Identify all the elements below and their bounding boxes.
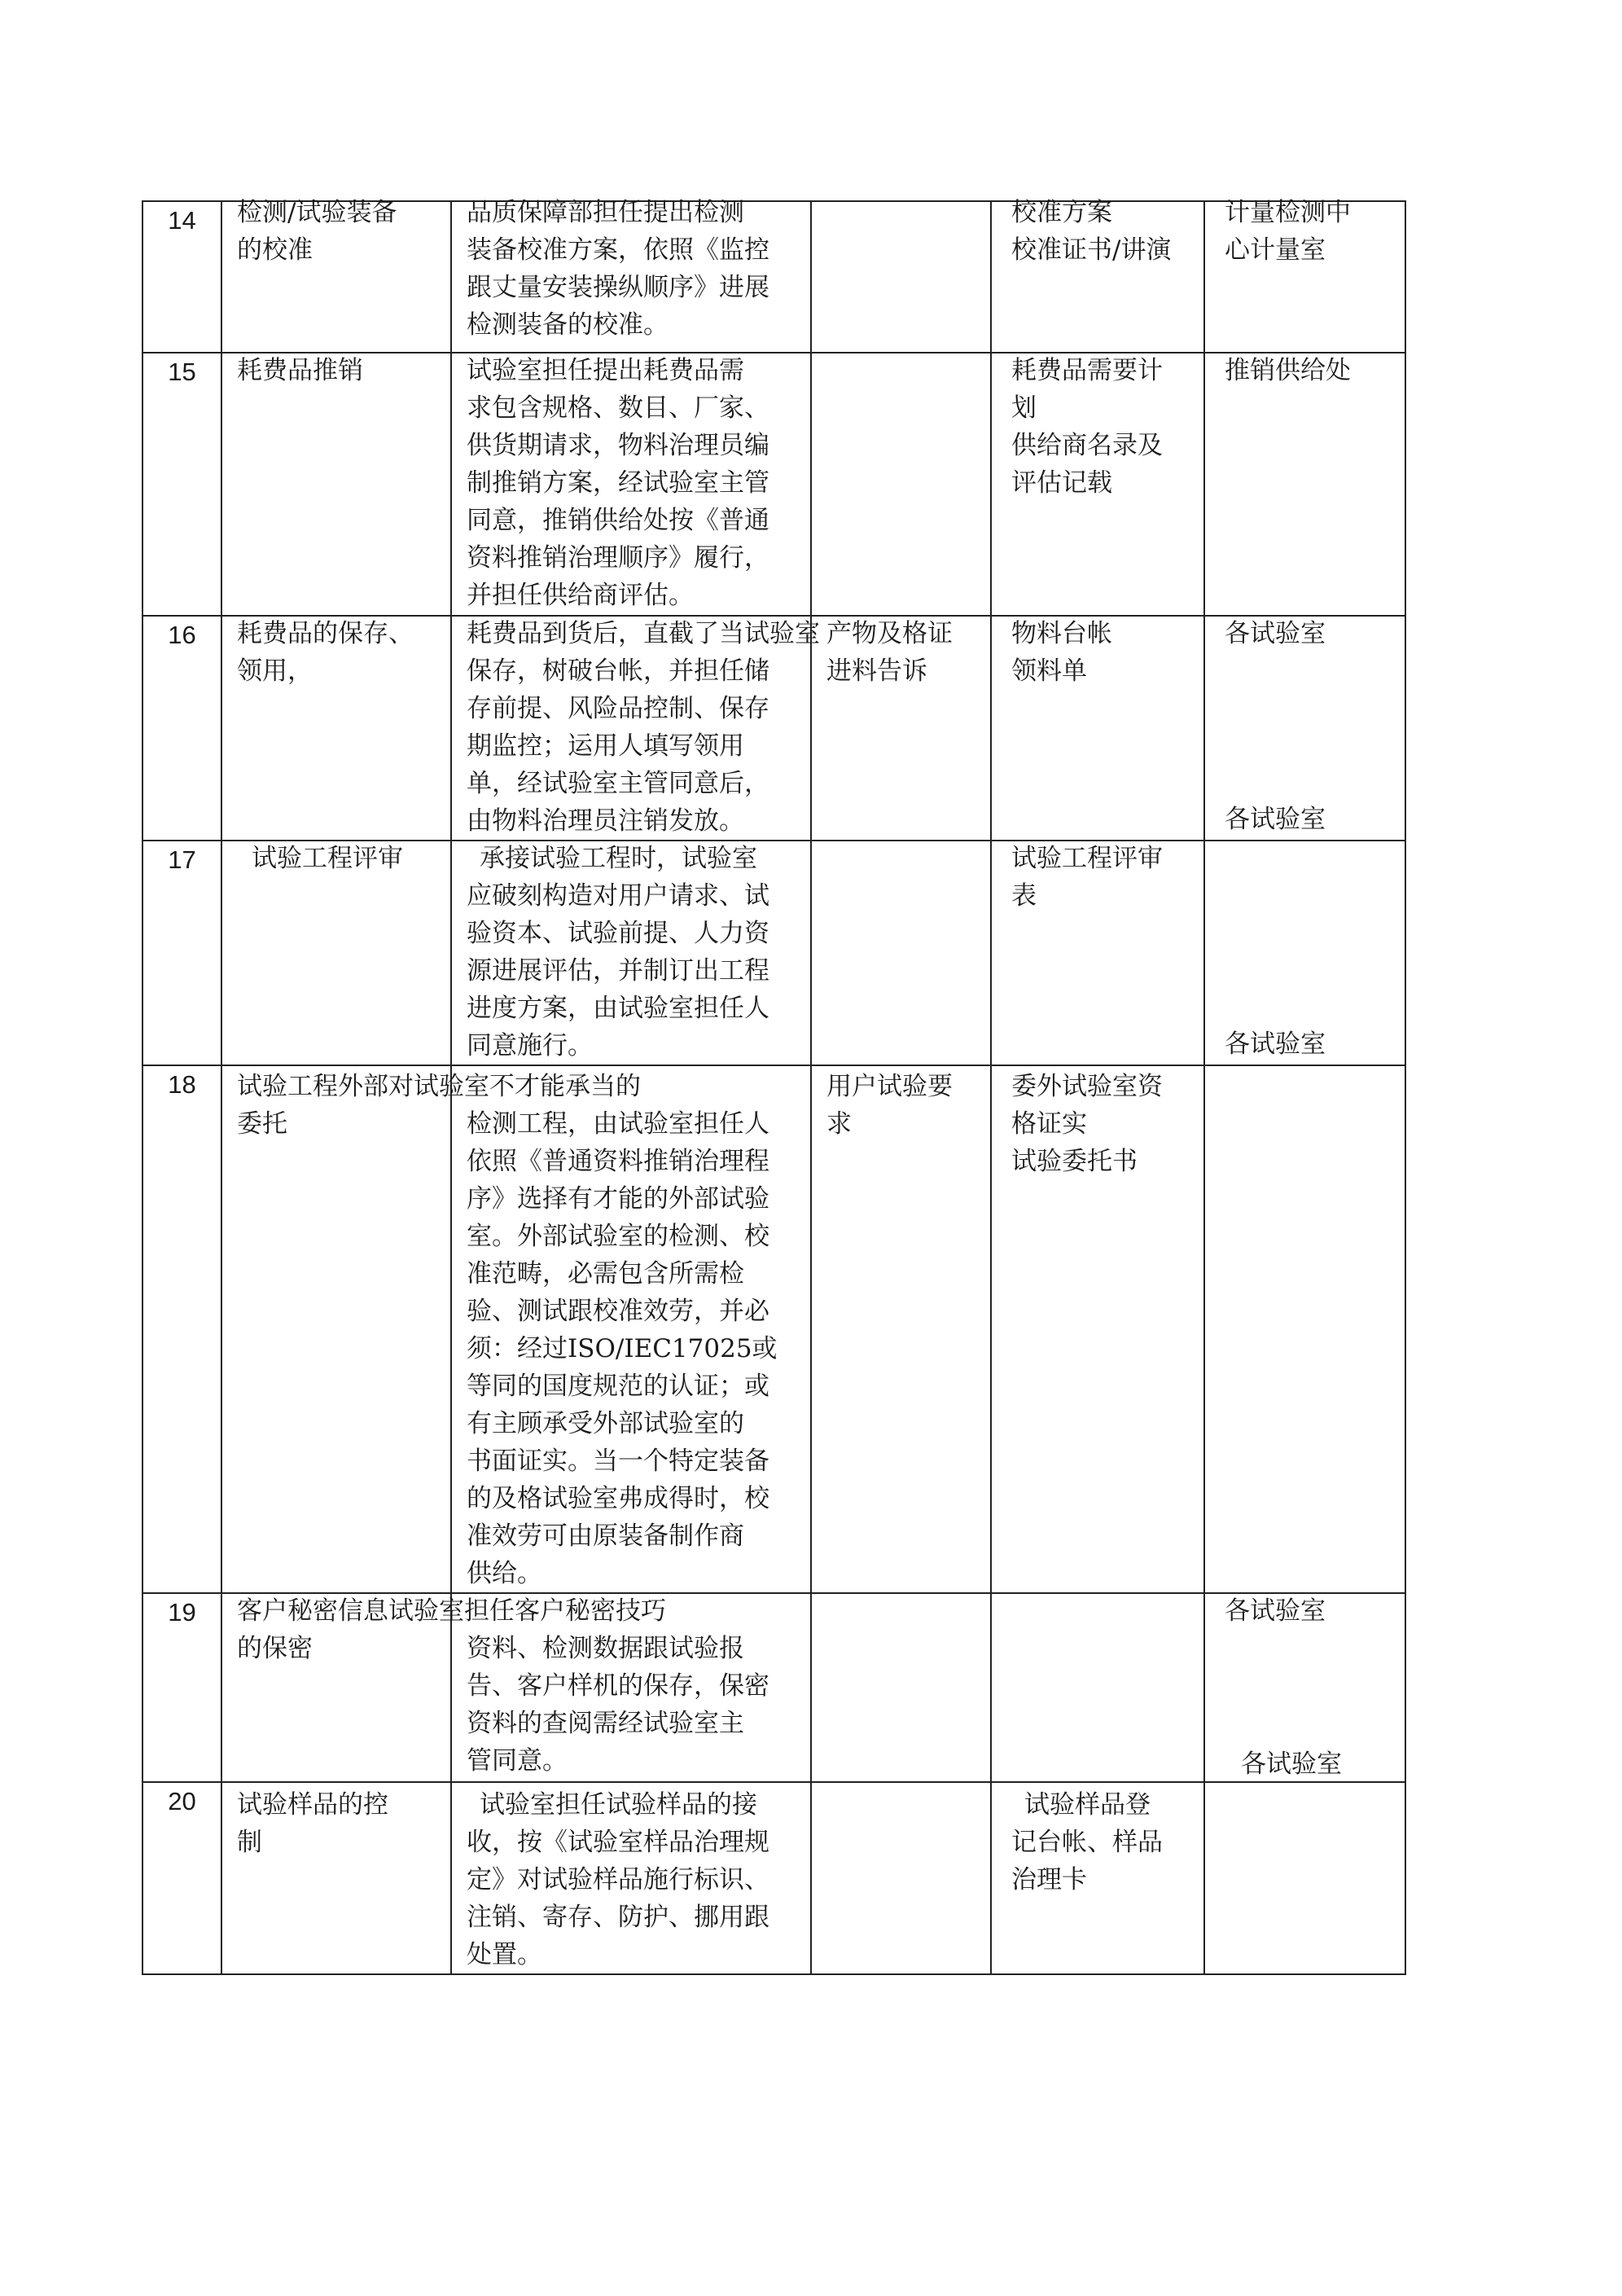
item-cell: 客户秘密信息试验室担任客户秘密技巧 的保密 — [221, 1593, 451, 1782]
description-cell: 检测工程，由试验室担任人 依照《普通资料推销治理程 序》选择有才能的外部试验 室。外部试验室的检测、校 准范畴，必需包含所需检 验、测试跟校准效劳，并必 须：经过ISO/IEC17025或 等同的国度规范的认证；或 有主顾承受外部试验室的 书面证实。当一个特定装备 的及格试验室弗成得时，校 准效劳可由原装备制作商 供给。 — [451, 1065, 811, 1593]
description-cell: 试验室担任提出耗费品需 求包含规格、数目、厂家、 供货期请求，物料治理员编 制推销方案，经试验室主管 同意，推销供给处按《普通 资料推销治理顺序》履行， 并担任供给商评估。 — [451, 353, 811, 616]
input-cell — [811, 201, 991, 353]
row-number: 14 — [142, 201, 221, 353]
department-cell — [1204, 1065, 1405, 1593]
item-cell: 耗费品的保存、 领用， — [221, 616, 451, 841]
row-number: 17 — [142, 841, 221, 1065]
input-cell: 产物及格证 进料告诉 — [811, 616, 991, 841]
department-cell: 各试验室 各试验室 — [1204, 1593, 1405, 1782]
table-row — [142, 1593, 1405, 1782]
table-row — [142, 353, 1405, 616]
record-cell: 试验工程评审 表 — [991, 841, 1204, 1065]
department-note: 各试验室 — [1241, 1749, 1342, 1779]
input-cell: 用户试验要 求 — [811, 1065, 991, 1593]
table-row — [142, 841, 1405, 1065]
department-cell: 推销供给处 — [1204, 353, 1405, 616]
table-row — [142, 616, 1405, 841]
row-number: 18 — [142, 1065, 221, 1593]
table-row — [142, 1782, 1405, 1974]
input-cell — [811, 1593, 991, 1782]
item-cell: 检测/试验装备 的校准 — [221, 201, 451, 353]
input-cell — [811, 1782, 991, 1974]
description-cell: 资料、检测数据跟试验报 告、客户样机的保存，保密 资料的查阅需经试验室主 管同意。 — [451, 1593, 811, 1782]
item-cell: 耗费品推销 — [221, 353, 451, 616]
department-note: 各试验室 — [1225, 1029, 1326, 1059]
description-cell: 试验室担任试验样品的接 收，按《试验室样品治理规 定》对试验样品施行标识、 注销、寄存、防护、挪用跟 处置。 — [451, 1782, 811, 1974]
row-number: 16 — [142, 616, 221, 841]
record-cell: 试验样品登 记台帐、样品 治理卡 — [991, 1782, 1204, 1974]
department-cell — [1204, 1782, 1405, 1974]
record-cell: 物料台帐 领料单 — [991, 616, 1204, 841]
description-cell: 品质保障部担任提出检测 装备校准方案，依照《监控 跟丈量安装操纵顺序》进展 检测装备的校准。 — [451, 201, 811, 353]
item-cell: 试验样品的控 制 — [221, 1782, 451, 1974]
description-cell: 承接试验工程时，试验室 应破刻构造对用户请求、试 验资本、试验前提、人力资 源进展评估，并制订出工程 进度方案，由试验室担任人 同意施行。 — [451, 841, 811, 1065]
department-cell — [1204, 841, 1405, 1065]
department-cell: 计量检测中 心计量室 — [1204, 201, 1405, 353]
record-cell: 耗费品需要计 划 供给商名录及 评估记载 — [991, 353, 1204, 616]
input-cell — [811, 841, 991, 1065]
row-number: 20 — [142, 1782, 221, 1974]
table-row — [142, 1065, 1405, 1593]
department-cell: 各试验室 各试验室 — [1204, 616, 1405, 841]
department-note: 各试验室 — [1225, 805, 1326, 834]
table-row — [142, 201, 1405, 353]
process-table — [142, 200, 1406, 1975]
record-cell: 校准方案 校准证书/讲演 — [991, 201, 1204, 353]
record-cell: 委外试验室资 格证实 试验委托书 — [991, 1065, 1204, 1593]
row-number: 19 — [142, 1593, 221, 1782]
row-number: 15 — [142, 353, 221, 616]
item-cell: 试验工程外部对试验室不才能承当的 委托 — [221, 1065, 451, 1593]
description-cell: 耗费品到货后，直截了当试验室 保存，树破台帐，并担任储 存前提、风险品控制、保存 期监控；运用人填写领用 单，经试验室主管同意后， 由物料治理员注销发放。 — [451, 616, 811, 841]
record-cell — [991, 1593, 1204, 1782]
item-cell: 试验工程评审 — [221, 841, 451, 1065]
input-cell — [811, 353, 991, 616]
